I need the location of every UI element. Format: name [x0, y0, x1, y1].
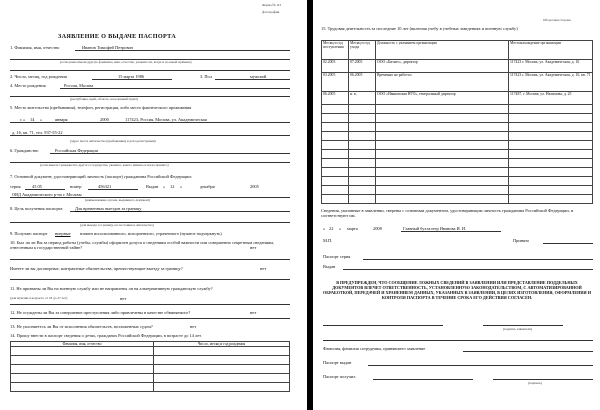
- table-row: 02.2003 07.2005 ООО «Бизнес», директор 117423 г. Москва, ул. Академическая, д. 16: [322, 60, 593, 73]
- sign-month[interactable]: марта: [347, 226, 358, 231]
- children-col-name: Фамилия, имя, отчество: [11, 342, 154, 347]
- table-row: 03.2005 06.2005 Временно не работал 117423 г. Москва, ул. Академическая, д. 16, кв. 71: [322, 73, 593, 92]
- form-code: Форма № 1П: [262, 3, 281, 7]
- q9-rest: взамен использованного, испорченного, утраченного (нужное подчеркнуть): [80, 231, 222, 236]
- q7-series[interactable]: 45 05: [32, 184, 42, 189]
- issued-label: Выдан: [323, 264, 336, 269]
- q11-text: 11. Не призваны ли Вы на военную службу или не направлены ли на альтернативную гражданскую службу?: [10, 286, 213, 291]
- q1-hint: (если ранее имели другую фамилию, имя, отчество, укажите их, когда и по какой причине): [60, 60, 192, 64]
- paid-label: Паспорт выдан: [323, 360, 352, 365]
- q2-value[interactable]: 15 марта 1986: [118, 74, 145, 79]
- q4-value[interactable]: Россия, Москва: [64, 83, 94, 88]
- q7-issued-label: Выдан: [146, 184, 159, 189]
- q10-value[interactable]: нет: [250, 245, 257, 250]
- received-label: Принято: [513, 238, 530, 243]
- q15-text: 15. Трудовая деятельность за последние 10 лет (включая учебу в учебных заведениях и военную службу): [321, 26, 518, 31]
- children-col-birth: Число, месяц и год рождения: [154, 342, 290, 347]
- q8-hint: (для выезда за границу, на постоянное жительство): [80, 223, 154, 227]
- q6-label: 6. Гражданство: [10, 148, 39, 153]
- q4-hint: (республика, край, область, населенный пункт): [70, 97, 139, 101]
- q7-number-label: номер: [70, 184, 82, 189]
- q7-label: 7. Основной документ, удостоверяющий личность (паспорт) гражданина Российской Федерации:: [10, 174, 192, 179]
- form-title: ЗАЯВЛЕНИЕ О ВЫДАЧЕ ПАСПОРТА: [58, 33, 176, 40]
- warning-text: В ПРЕДУПРЕЖДЕН, ЧТО СООБЩЕНИЕ ЛОЖНЫХ СВЕДЕНИЙ В ЗАЯВЛЕНИИ ИЛИ ПРЕДСТАВЛЕНИЕ ПОДДЕЛЬНЫХ ДОКУМЕНТОВ ВЛЕЧЕТ ОТВЕТСТВЕННОСТЬ, УСТАНОВЛЕННУЮ ЗАКОНОДАТЕЛЬСТВОМ, С АВТОМАТИЗИРОВАННОЙ ОБРАБОТКОЙ, ПЕРЕДАЧЕЙ И ХРАНЕНИЕМ ДАННЫХ, УКАЗАННЫХ В ЗАЯВЛЕНИИ, В ЦЕЛЯХ ИЗГОТОВЛЕНИЯ, ОФОРМЛЕНИЯ И КОНТРОЛЯ ПАСПОРТА В ТЕЧЕНИЕ СРОКА ЕГО ДЕЙСТВИЯ СОГЛАСЕН.: [322, 280, 591, 300]
- q7-issuer-hint: (наименование органа, выдавшего документ): [85, 198, 151, 202]
- passport-label: Паспорт серия: [323, 254, 351, 259]
- q10-text: 10. Был ли ли Вы за период работы (учебы, службы) оформлен допуск к сведениям особой важности или совершенно секретным сведениям, отнесенным к государственной тайне?: [10, 240, 274, 250]
- q7-issued-year[interactable]: 2005: [250, 184, 259, 189]
- q11-hint: (для мужчин в возрасте от 18 до 27 лет): [10, 296, 68, 300]
- q12-value[interactable]: нет: [250, 310, 257, 315]
- signer[interactable]: Главный бухгалтер Иванова И. И.: [403, 226, 467, 231]
- sign-hint: (подпись): [528, 381, 543, 385]
- q8-value[interactable]: Для временных выездов за границу: [75, 206, 142, 211]
- top-note: Оборотная сторона: [543, 18, 571, 22]
- col-position: Должность с указанием организации: [376, 41, 509, 60]
- q3-label: 3. Пол: [200, 74, 212, 79]
- children-table: [10, 341, 290, 392]
- col-end: Месяц и год ухода: [349, 41, 376, 60]
- work-table: [321, 40, 593, 204]
- q11-value[interactable]: нет: [120, 296, 127, 301]
- q1-label: 1. Фамилия, имя, отчество: [10, 45, 60, 50]
- q9-label: 9. Получаю паспорт: [10, 231, 48, 236]
- q7-number[interactable]: 456321: [98, 184, 112, 189]
- q5-address[interactable]: 117423, Россия, Москва, ул. Академическая: [125, 117, 207, 122]
- q4-label: 4. Место рождения: [10, 83, 46, 88]
- q1-value[interactable]: Иванов Тимофей Петрович: [82, 45, 134, 50]
- table-row: 06.2005 н. в. ООО «Ивановская НГО», генеральный директор 117487, г. Москва, ул. Нахимова, д. 25: [322, 92, 593, 105]
- q7-issued-month[interactable]: декабря: [200, 184, 215, 189]
- q5-year[interactable]: 2000: [100, 117, 109, 122]
- q6-hint: (если имеете гражданство другого государства, укажите, какого именно и когда принято): [40, 163, 169, 167]
- q13-value[interactable]: нет: [190, 324, 197, 329]
- front-page: Форма № 1П фотография ЗАЯВЛЕНИЕ О ВЫДАЧЕ ПАСПОРТА 1. Фамилия, имя, отчество Иванов Тимофей Петрович (если ранее имели другую фамилию, имя, отчество, укажите их, когда и по какой причине) 2. Число, месяц, год рождения 15 марта 1986 3. Пол мужской 4. Место рождения Россия, Москва (республика, край, область, населенный пункт) 5. Место жительства (пребывания), телефон, регистрация, либо место фактического проживания с « 14 » января 2000 117423, Россия, Москва, ул. Академическая д. 16, кв. 71, тел. 937-55-22 (адрес места жительства (пребывания) и дата регистрации) 6. Гражданство Российская Федерация (если имеете гражданство другого государства, укажите, какого именно и когда принято) 7. Основной документ, удостоверяющий личность (паспорт) гражданина Российской Федерации: серия 45 05 номер 456321 Выдан « 12 » декабря 2005 ОВД Академического р-на г. Москвы (наименование органа, выдавшего документ) 8. Цель получения паспорта Для временных выездов за границу (для выезда за границу, на постоянное жительство) 9. Получаю паспорт впервые взамен использованного, испорченного, утраченного (нужное подчеркнуть) 10. Был ли ли Вы за период работы (учебы, службы) оформлен допуск к сведениям особой важности или совершенно секретным сведениям, отнесенным к государственной тайне? нет Имеете ли вы договорные, контрактные обязательства, препятствующие выезду за границу? нет 11. Не призваны ли Вы на военную службу или не направлены ли на альтернативную гражданскую службу? (для мужчин в возрасте от 18 до 27 лет) нет 12. Не осуждены ли Вы за совершение преступления либо привлечены в качестве обвиняемого? нет 13. Не уклоняетесь ли Вы от исполнения обязательств, возложенных судом? нет 14. Прошу внести в паспорт сведения о детях, гражданах Российской Федерации, в возрасте до 14 лет. Фамилия, имя, отчество Число, месяц и год рождения: [0, 0, 307, 410]
- applicant-sign-hint: (подпись заявителя): [503, 327, 532, 331]
- q9-value[interactable]: впервые: [55, 231, 71, 236]
- q5-day[interactable]: 14: [30, 117, 35, 122]
- q10b-text: Имеете ли вы договорные, контрактные обязательства, препятствующие выезду за границу?: [10, 266, 183, 271]
- q8-label: 8. Цель получения паспорта: [10, 206, 63, 211]
- back-page: Оборотная сторона 15. Трудовая деятельность за последние 10 лет (включая учебу в учебных заведениях и военную службу) Месяц и год поступления Месяц и год ухода Должность с указанием организации Местонахождение организации 02.2003 07.2005 ООО «Бизнес», директор 117423 г. Москва, ул. Академическая, д. 16 03.2005 06.2005 Временно не работал 117423 г. Москва, ул. Академическая, д. 16, кв. 71 06.2005 н. в. ООО «Ивановская НГО», генеральный директор 117487, г. Москва, ул. Нахимова, д. 25 Сведения, указанные в заявлении, сверены с основным документом, удостоверяющим личность гражданина Российской Федерации, и соответствуют им. « 22 » марта 2008 Главный бухгалтер Иванова И. И. М.П. Принято Паспорт серия Выдан В ПРЕДУПРЕЖДЕН, ЧТО СООБЩЕНИЕ ЛОЖНЫХ СВЕДЕНИЙ В ЗАЯВЛЕНИИ ИЛИ ПРЕДСТАВЛЕНИЕ ПОДДЕЛЬНЫХ ДОКУМЕНТОВ ВЛЕЧЕТ ОТВЕТСТВЕННОСТЬ, УСТАНОВЛЕННУЮ ЗАКОНОДАТЕЛЬСТВОМ, С АВТОМАТИЗИРОВАННОЙ ОБРАБОТКОЙ, ПЕРЕДАЧЕЙ И ХРАНЕНИЕМ ДАННЫХ, УКАЗАННЫХ В ЗАЯВЛЕНИИ, В ЦЕЛЯХ ИЗГОТОВЛЕНИЯ, ОФОРМЛЕНИЯ И КОНТРОЛЯ ПАСПОРТА В ТЕЧЕНИЕ СРОКА ЕГО ДЕЙСТВИЯ СОГЛАСЕН. (подпись заявителя) Фамилия, фамилия сотрудника, принявшего заявление Паспорт выдан Паспорт получил (подпись): [313, 0, 600, 410]
- q2-label: 2. Число, месяц, год рождения: [10, 74, 67, 79]
- q10b-value[interactable]: нет: [260, 266, 267, 271]
- got-label: Паспорт получил: [323, 374, 356, 379]
- col-location: Местонахождение организации: [509, 41, 593, 60]
- q5-label: 5. Место жительства (пребывания), телефон, регистрация, либо место фактического проживания: [10, 105, 192, 110]
- q6-value[interactable]: Российская Федерация: [55, 148, 98, 153]
- q3-value[interactable]: мужской: [250, 74, 267, 79]
- q5-address2[interactable]: д. 16, кв. 71, тел. 937-55-22: [12, 130, 63, 135]
- photo-label: фотография: [262, 10, 280, 14]
- stamp-label: М.П.: [323, 238, 333, 243]
- q5-hint: (адрес места жительства (пребывания) и дата регистрации): [70, 139, 156, 143]
- info-text: Сведения, указанные в заявлении, сверены с основным документом, удостоверяющим личность гражданина Российской Федерации, и соответствуют им.: [321, 208, 574, 218]
- q14-text: 14. Прошу внести в паспорт сведения о детях, гражданах Российской Федерации, в возрасте до 14 лет.: [10, 333, 202, 338]
- col-start: Месяц и год поступления: [322, 41, 349, 60]
- q12-text: 12. Не осуждены ли Вы за совершение преступления либо привлечены в качестве обвиняемого?: [10, 310, 191, 315]
- q7-series-label: серия: [10, 184, 21, 189]
- sign-year[interactable]: 2008: [373, 226, 382, 231]
- q5-month[interactable]: января: [55, 117, 68, 122]
- q7-issuer[interactable]: ОВД Академического р-на г. Москвы: [12, 192, 82, 197]
- q7-issued-day[interactable]: 12: [170, 184, 175, 189]
- sign-day[interactable]: 22: [329, 226, 334, 231]
- q13-text: 13. Не уклоняетесь ли Вы от исполнения обязательств, возложенных судом?: [10, 324, 153, 329]
- official-label: Фамилия, фамилия сотрудника, принявшего заявление: [323, 346, 426, 351]
